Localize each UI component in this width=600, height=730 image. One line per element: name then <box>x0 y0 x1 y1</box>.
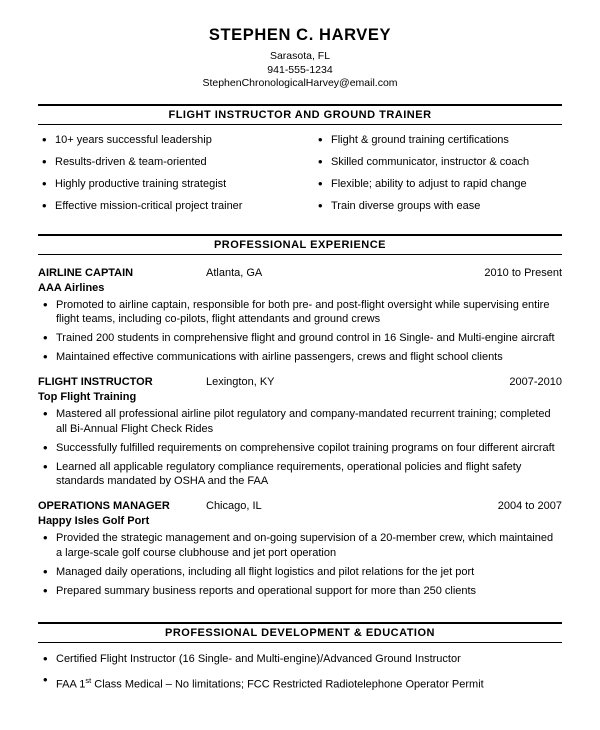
job-location: Atlanta, GA <box>206 266 263 279</box>
ordinal-suffix: st <box>85 676 92 686</box>
list-item: • Successfully fulfilled requirements on comprehensive copilot training programs on four different aircraft <box>38 441 562 455</box>
education-list <box>38 652 562 693</box>
job-title: FLIGHT INSTRUCTOR <box>38 376 153 389</box>
list-item: • Effective mission-critical project trainer <box>38 199 292 213</box>
experience-entry <box>38 375 562 488</box>
list-item: • Promoted to airline captain, responsible for both pre- and post-flight oversight while supervising entire flight teams, including co-pilots, flight attendants and ground crews <box>38 298 562 326</box>
list-item: • Train diverse groups with ease <box>314 199 562 213</box>
skills-column-right <box>300 133 562 221</box>
experience-entry <box>38 499 562 598</box>
resume-header <box>38 26 562 91</box>
list-item: • Learned all applicable regulatory compliance requirements, operational policies and flight safety standards mandated by OSHA and the FAA <box>38 460 562 488</box>
candidate-location: Sarasota, FL <box>269 50 331 62</box>
experience-entry <box>38 266 562 365</box>
job-company: AAA Airlines <box>38 281 105 294</box>
section-heading-headline: FLIGHT INSTRUCTOR AND GROUND TRAINER <box>38 104 562 125</box>
education-text: Certified Flight Instructor (16 Single- and Multi-engine)/Advanced Ground Instructor <box>56 653 461 666</box>
job-title: AIRLINE CAPTAIN <box>38 266 134 279</box>
list-item: • Provided the strategic management and on-going supervision of a 20-member crew, which maintained a large-scale golf course clubhouse and jet port operation <box>38 531 562 559</box>
job-dates: 2007-2010 <box>509 376 562 389</box>
list-item <box>38 652 562 667</box>
skills-column-left <box>38 133 300 221</box>
job-location: Chicago, IL <box>206 500 262 513</box>
section-heading-experience: PROFESSIONAL EXPERIENCE <box>38 234 562 255</box>
job-dates: 2010 to Present <box>484 266 562 279</box>
job-company: Top Flight Training <box>38 391 137 404</box>
job-dates: 2004 to 2007 <box>497 500 562 513</box>
job-location: Lexington, KY <box>206 376 275 389</box>
list-item: • Prepared summary business reports and operational support for more than 250 clients <box>38 584 562 598</box>
job-company: Happy Isles Golf Port <box>38 515 150 528</box>
list-item: • 10+ years successful leadership <box>38 133 292 147</box>
list-item: • Flexible; ability to adjust to rapid change <box>314 177 562 191</box>
education-text-pre: FAA 1 <box>56 678 86 691</box>
list-item: • Managed daily operations, including all flight logistics and pilot relations for the jet port <box>38 565 562 579</box>
skills-summary <box>38 133 562 221</box>
list-item <box>38 673 562 693</box>
candidate-name: STEPHEN C. HARVEY <box>208 26 392 44</box>
list-item: • Trained 200 students in comprehensive flight and ground control in 16 Single- and Multi-engine aircraft <box>38 331 562 345</box>
list-item: • Highly productive training strategist <box>38 177 292 191</box>
list-item: • Skilled communicator, instructor & coach <box>314 155 562 169</box>
list-item: • Flight & ground training certifications <box>314 133 562 147</box>
job-title: OPERATIONS MANAGER <box>38 500 170 513</box>
candidate-email: StephenChronologicalHarvey@email.com <box>202 77 398 89</box>
list-item: • Results-driven & team-oriented <box>38 155 292 169</box>
list-item: • Maintained effective communications with airline passengers, crews and flight school clients <box>38 350 562 364</box>
section-heading-education: PROFESSIONAL DEVELOPMENT & EDUCATION <box>38 622 562 643</box>
education-text-post: Class Medical – No limitations; FCC Restricted Radiotelephone Operator Permit <box>91 678 484 691</box>
candidate-phone: 941-555-1234 <box>267 63 333 76</box>
list-item: • Mastered all professional airline pilot regulatory and company-mandated recurrent training; completed all Bi-Annual Flight Check Rides <box>38 407 562 435</box>
